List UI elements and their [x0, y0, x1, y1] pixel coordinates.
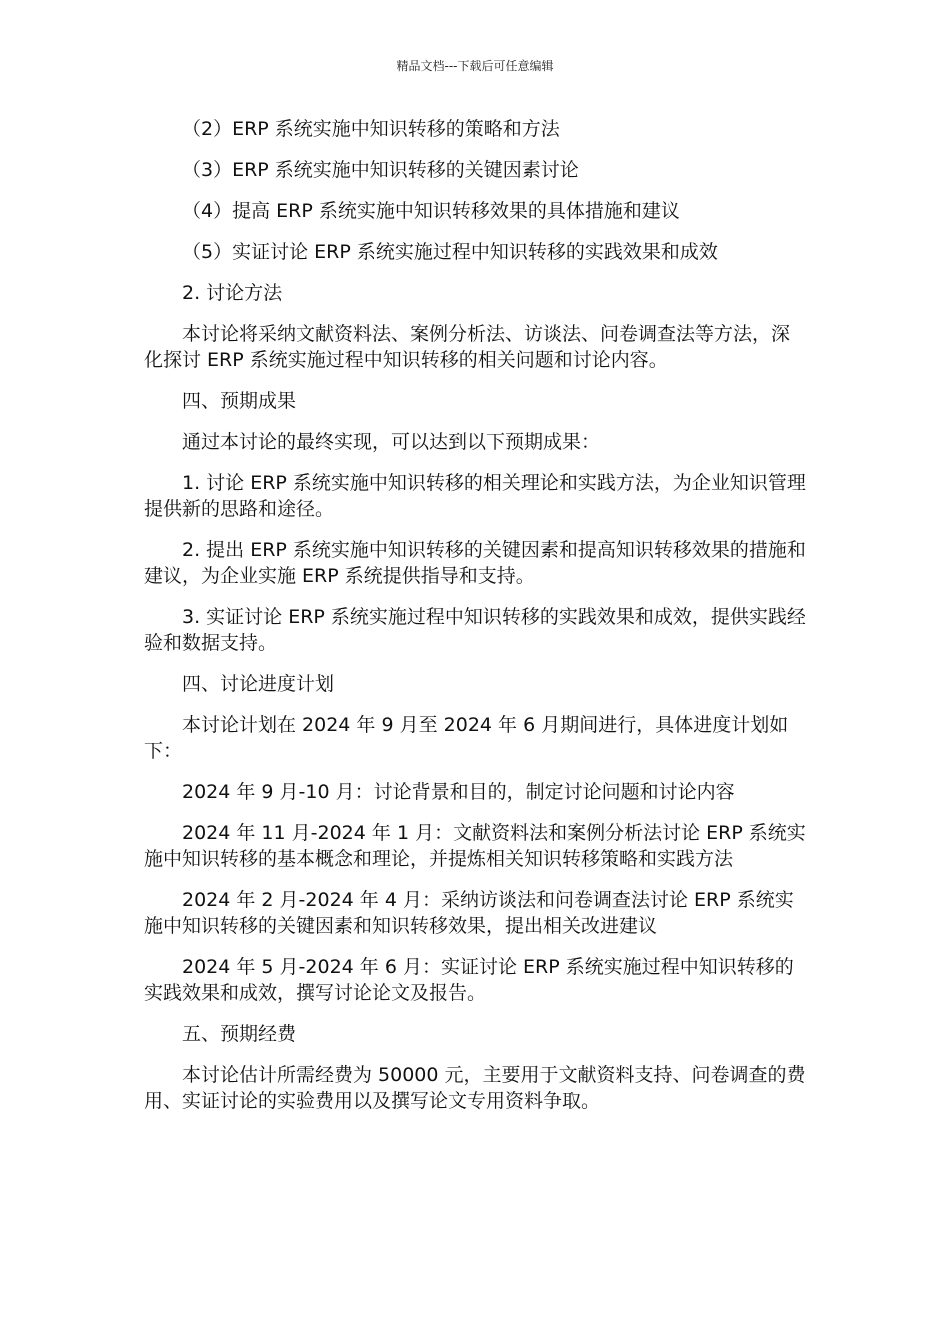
schedule-item: 2024 年 9 月-10 月：讨论背景和目的，制定讨论问题和讨论内容: [182, 781, 735, 803]
page-header: 精品文档---下载后可任意编辑: [396, 59, 554, 73]
list-item: （5）实证讨论 ERP 系统实施过程中知识转移的实践效果和成效: [182, 241, 718, 263]
document-body: [144, 116, 808, 1129]
schedule-item: 2024 年 11 月-2024 年 1 月：文献资料法和案例分析法讨论 ERP 系统实施中知识转移的基本概念和理论，并提炼相关知识转移策略和实践方法: [144, 822, 806, 870]
list-item: （3）ERP 系统实施中知识转移的关键因素讨论: [182, 159, 579, 181]
paragraph-methods: 本讨论将采纳文献资料法、案例分析法、访谈法、问卷调查法等方法，深化探讨 ERP 系统实施过程中知识转移的相关问题和讨论内容。: [144, 323, 791, 371]
result-item: 3. 实证讨论 ERP 系统实施过程中知识转移的实践效果和成效，提供实践经验和数据支持。: [144, 606, 806, 654]
paragraph-budget: 本讨论估计所需经费为 50000 元，主要用于文献资料支持、问卷调查的费用、实证讨论的实验费用以及撰写论文专用资料争取。: [144, 1064, 806, 1112]
schedule-item: 2024 年 2 月-2024 年 4 月：采纳访谈法和问卷调查法讨论 ERP 系统实施中知识转移的关键因素和知识转移效果，提出相关改进建议: [144, 889, 794, 937]
result-item: 1. 讨论 ERP 系统实施中知识转移的相关理论和实践方法，为企业知识管理提供新的思路和途径。: [144, 472, 806, 520]
paragraph-schedule-intro: 本讨论计划在 2024 年 9 月至 2024 年 6 月期间进行，具体进度计划如下：: [144, 714, 789, 762]
section-heading-results: 四、预期成果: [182, 390, 297, 412]
schedule-item: 2024 年 5 月-2024 年 6 月：实证讨论 ERP 系统实施过程中知识转移的实践效果和成效，撰写讨论论文及报告。: [144, 956, 794, 1004]
section-heading-methods: 2. 讨论方法: [182, 282, 283, 304]
list-item: （4）提高 ERP 系统实施中知识转移效果的具体措施和建议: [182, 200, 680, 222]
result-item: 2. 提出 ERP 系统实施中知识转移的关键因素和提高知识转移效果的措施和建议，为企业实施 ERP 系统提供指导和支持。: [144, 539, 806, 587]
list-item: （2）ERP 系统实施中知识转移的策略和方法: [182, 118, 560, 140]
section-heading-schedule: 四、讨论进度计划: [182, 673, 335, 695]
paragraph-results-intro: 通过本讨论的最终实现，可以达到以下预期成果：: [182, 431, 601, 453]
section-heading-budget: 五、预期经费: [182, 1023, 297, 1045]
